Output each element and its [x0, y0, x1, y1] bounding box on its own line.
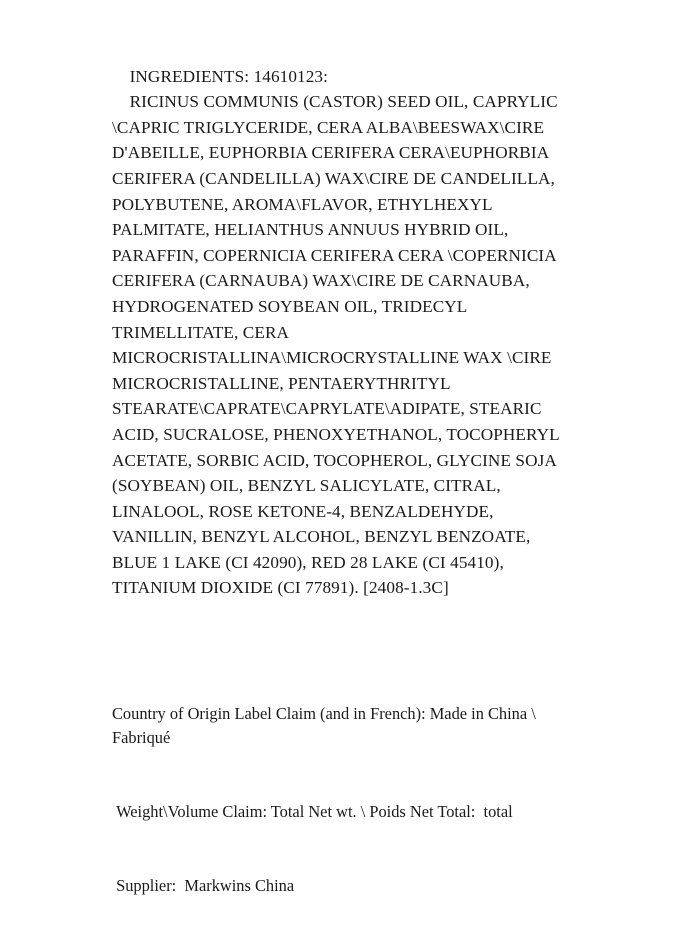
- ingredients-section: [112, 38, 567, 627]
- section-spacer: [112, 627, 567, 653]
- ingredients-heading: INGREDIENTS: 14610123:: [129, 66, 329, 86]
- ingredients-list-text: RICINUS COMMUNIS (CASTOR) SEED OIL, CAPRYLIC \CAPRIC TRIGLYCERIDE, CERA ALBA\BEESWAX\CIRE D'ABEILLE, EUPHORBIA CERIFERA CERA\EUPHORBIA CERIFERA (CANDELILLA) WAX\CIRE DE CANDELILLA, POLYBUTENE, AROMA\FLAVOR, ETHYLHEXYL PALMITATE, HELIANTHUS ANNUUS HYBRID OIL, PARAFFIN, COPERNICIA CERIFERA CERA \COPERNICIA CERIFERA (CARNAUBA) WAX\CIRE DE CARNAUBA, HYDROGENATED SOYBEAN OIL, TRIDECYL TRIMELLITATE, CERA MICROCRISTALLINA\MICROCRYSTALLINE WAX \CIRE MICROCRISTALLINE, PENTAERYTHRITYL STEARATE\CAPRATE\CAPRYLATE\ADIPATE, STEARIC ACID, SUCRALOSE, PHENOXYETHANOL, TOCOPHERYL ACETATE, SORBIC ACID, TOCOPHEROL, GLYCINE SOJA (SOYBEAN) OIL, BENZYL SALICYLATE, CITRAL, LINALOOL, ROSE KETONE-4, BENZALDEHYDE, VANILLIN, BENZYL ALCOHOL, BENZYL BENZOATE, BLUE 1 LAKE (CI 42090), RED 28 LAKE (CI 45410), TITANIUM DIOXIDE (CI 77891). [2408-1.3C]: [112, 92, 563, 598]
- supplier-claim: Supplier: Markwins China: [112, 876, 295, 895]
- weight-volume-claim: Weight\Volume Claim: Total Net wt. \ Poids Net Total: total: [112, 802, 513, 822]
- claims-section: [112, 653, 567, 948]
- country-of-origin-claim: Country of Origin Label Claim (and in French): Made in China \ Fabriqué: [112, 703, 540, 748]
